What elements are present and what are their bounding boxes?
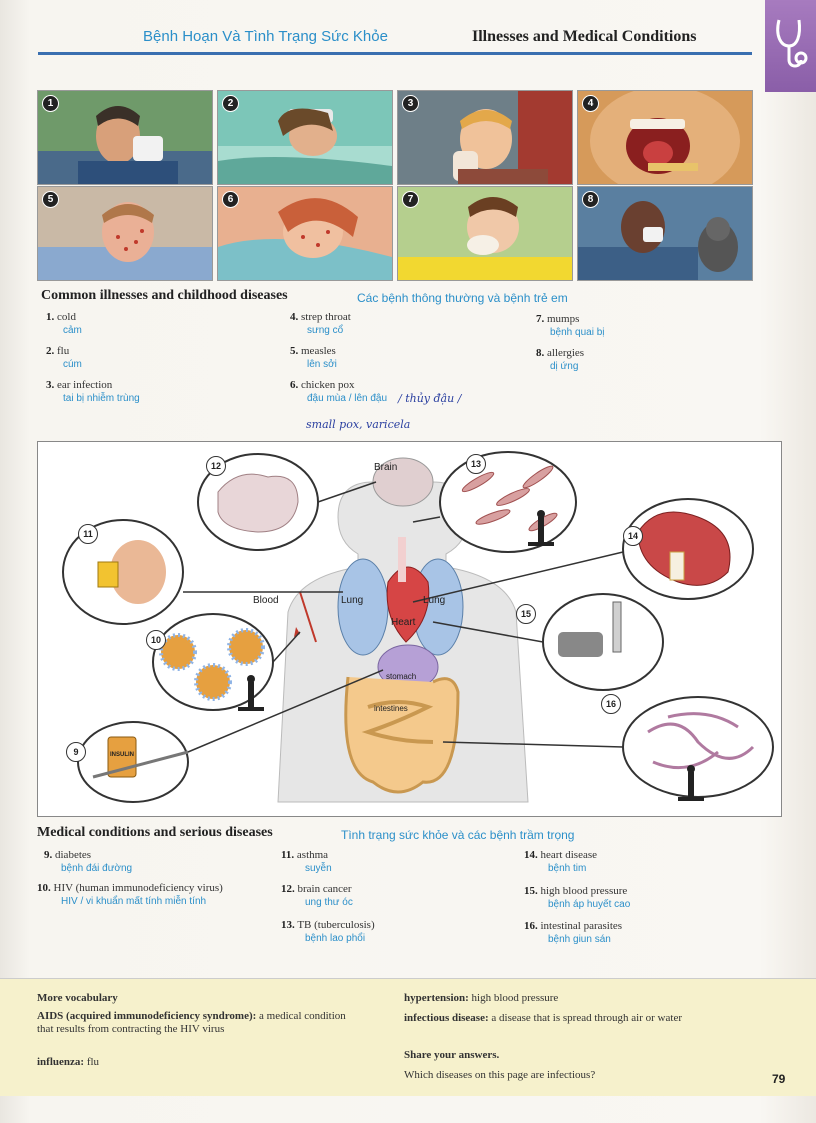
item-vietnamese: HIV / vi khuẩn mất tính miễn tính — [61, 896, 207, 907]
header-title-english: Illnesses and Medical Conditions — [472, 28, 697, 45]
item-number: 6. — [290, 379, 299, 391]
stethoscope-icon — [771, 16, 811, 76]
vocab-item — [536, 313, 605, 339]
label-stomach: stomach — [386, 672, 417, 681]
aids-definition: a medical condition that results from contracting the HIV virus — [37, 1010, 346, 1035]
photo-number: 6 — [222, 191, 239, 208]
item-number: 7. — [536, 313, 545, 325]
photo-ear-infection — [397, 90, 573, 185]
item-english: heart disease — [540, 849, 597, 861]
photo-number: 8 — [582, 191, 599, 208]
photo-number: 2 — [222, 95, 239, 112]
callout-number: 14 — [623, 526, 643, 546]
item-english: measles — [301, 345, 336, 357]
photo-allergies — [577, 186, 753, 281]
item-vietnamese: ung thư óc — [305, 897, 353, 908]
item-number: 10. — [37, 882, 51, 894]
callout-number: 16 — [601, 694, 621, 714]
callout-number: 13 — [466, 454, 486, 474]
vocab-item — [46, 311, 82, 337]
item-vietnamese: cảm — [63, 325, 82, 336]
item-vietnamese: bệnh giun sán — [548, 934, 611, 945]
influenza-definition: flu — [86, 1056, 100, 1068]
item-vietnamese: suyễn — [305, 863, 332, 874]
item-english: chicken pox — [301, 379, 355, 391]
vocab-item — [290, 311, 351, 337]
hypertension-definition: high blood pressure — [471, 992, 559, 1004]
infectious-entry — [404, 1012, 694, 1025]
photo-number: 7 — [402, 191, 419, 208]
page-number: 79 — [772, 1072, 786, 1086]
body-diagram — [37, 441, 782, 817]
more-vocabulary-title: More vocabulary — [37, 992, 118, 1004]
label-insulin: INSULIN — [110, 752, 134, 758]
vocab-item — [37, 882, 267, 908]
vocab-item — [46, 379, 140, 405]
item-vietnamese: bệnh đái đường — [61, 863, 133, 874]
vocab-item — [524, 920, 622, 946]
callout-number: 11 — [78, 524, 98, 544]
item-english: intestinal parasites — [540, 920, 623, 932]
item-number: 11. — [281, 849, 295, 861]
item-number: 3. — [46, 379, 55, 391]
vocab-item — [281, 849, 332, 875]
common-section-title-vietnamese: Các bệnh thông thường và bệnh trẻ em — [357, 291, 568, 305]
measles-illustration — [38, 187, 212, 280]
vocab-item — [290, 379, 387, 405]
vocab-item — [44, 849, 132, 875]
item-english: asthma — [296, 849, 329, 861]
callout-number: 15 — [516, 604, 536, 624]
label-blood: Blood — [253, 595, 279, 606]
item-english: brain cancer — [297, 883, 352, 895]
vocab-item — [524, 885, 630, 911]
influenza-entry — [37, 1056, 99, 1069]
item-number: 16. — [524, 920, 538, 932]
aids-entry — [37, 1010, 357, 1036]
handwritten-note: / thủy đậu / — [398, 392, 462, 405]
body-illustration — [38, 442, 781, 816]
item-number: 12. — [281, 883, 295, 895]
section-tab — [765, 0, 816, 92]
influenza-term: influenza: — [37, 1056, 85, 1068]
item-vietnamese: dị ứng — [550, 361, 579, 372]
vocab-item — [536, 347, 584, 373]
flu-illustration — [218, 91, 392, 184]
aids-term: AIDS (acquired immunodeficiency syndrome): — [37, 1010, 257, 1022]
item-number: 1. — [46, 311, 55, 323]
item-english: TB (tuberculosis) — [297, 919, 375, 931]
item-english: allergies — [547, 347, 585, 359]
ear-infection-illustration — [398, 91, 572, 184]
header-title-vietnamese: Bệnh Hoạn Và Tình Trạng Sức Khỏe — [143, 28, 388, 45]
photo-cold — [37, 90, 213, 185]
strep-throat-illustration — [578, 91, 752, 184]
item-number: 8. — [536, 347, 545, 359]
mumps-illustration — [398, 187, 572, 280]
label-intestines: intestines — [374, 704, 408, 713]
item-english: flu — [57, 345, 70, 357]
label-brain: Brain — [374, 462, 398, 473]
hypertension-term: hypertension: — [404, 992, 469, 1004]
vocab-item — [46, 345, 82, 371]
item-vietnamese: bệnh áp huyết cao — [548, 899, 631, 910]
more-vocabulary-box — [0, 978, 816, 1096]
item-vietnamese: bệnh tim — [548, 863, 587, 874]
photo-number: 4 — [582, 95, 599, 112]
photo-chicken-pox — [217, 186, 393, 281]
item-number: 2. — [46, 345, 55, 357]
photo-strep-throat — [577, 90, 753, 185]
photo-number: 3 — [402, 95, 419, 112]
vocab-item — [281, 919, 375, 945]
item-vietnamese: bệnh quai bị — [550, 327, 605, 338]
infectious-definition: a disease that is spread through air or water — [491, 1012, 682, 1024]
allergies-illustration — [578, 187, 752, 280]
item-number: 4. — [290, 311, 299, 323]
vocab-item — [281, 883, 353, 909]
photo-number: 5 — [42, 191, 59, 208]
item-number: 14. — [524, 849, 538, 861]
item-english: strep throat — [301, 311, 351, 323]
item-vietnamese: đậu mùa / lên đậu — [307, 393, 388, 404]
photo-mumps — [397, 186, 573, 281]
item-number: 5. — [290, 345, 299, 357]
vocab-item — [524, 849, 597, 875]
item-vietnamese: bệnh lao phổi — [305, 933, 366, 944]
photo-flu — [217, 90, 393, 185]
common-section-title: Common illnesses and childhood diseases — [41, 288, 288, 303]
callout-number: 9 — [66, 742, 86, 762]
item-english: mumps — [547, 313, 580, 325]
item-vietnamese: tai bị nhiễm trùng — [63, 393, 140, 404]
header-rule — [38, 52, 752, 55]
handwritten-note: small pox, varicela — [306, 418, 411, 431]
serious-section-title: Medical conditions and serious diseases — [37, 825, 273, 840]
label-heart: Heart — [391, 617, 416, 628]
item-english: cold — [57, 311, 76, 323]
item-number: 15. — [524, 885, 538, 897]
item-number: 13. — [281, 919, 295, 931]
item-english: ear infection — [57, 379, 113, 391]
photo-number: 1 — [42, 95, 59, 112]
item-english: HIV (human immunodeficiency virus) — [53, 882, 223, 894]
callout-number: 10 — [146, 630, 166, 650]
label-lung-right: Lung — [423, 595, 446, 606]
photo-measles — [37, 186, 213, 281]
infectious-term: infectious disease: — [404, 1012, 489, 1024]
item-vietnamese: cúm — [63, 359, 82, 370]
serious-section-title-vietnamese: Tình trạng sức khỏe và các bệnh trầm trọng — [341, 828, 575, 842]
item-english: diabetes — [55, 849, 92, 861]
item-vietnamese: sưng cổ — [307, 325, 344, 336]
callout-number: 12 — [206, 456, 226, 476]
label-lung-left: Lung — [341, 595, 364, 606]
discussion-question: Which diseases on this page are infectious? — [404, 1069, 596, 1081]
vocab-item — [290, 345, 337, 371]
chicken-pox-illustration — [218, 187, 392, 280]
cold-illustration — [38, 91, 212, 184]
item-english: high blood pressure — [540, 885, 628, 897]
item-vietnamese: lên sởi — [307, 359, 337, 370]
share-answers: Share your answers. — [404, 1049, 500, 1061]
item-number: 9. — [44, 849, 53, 861]
hypertension-entry — [404, 992, 558, 1005]
